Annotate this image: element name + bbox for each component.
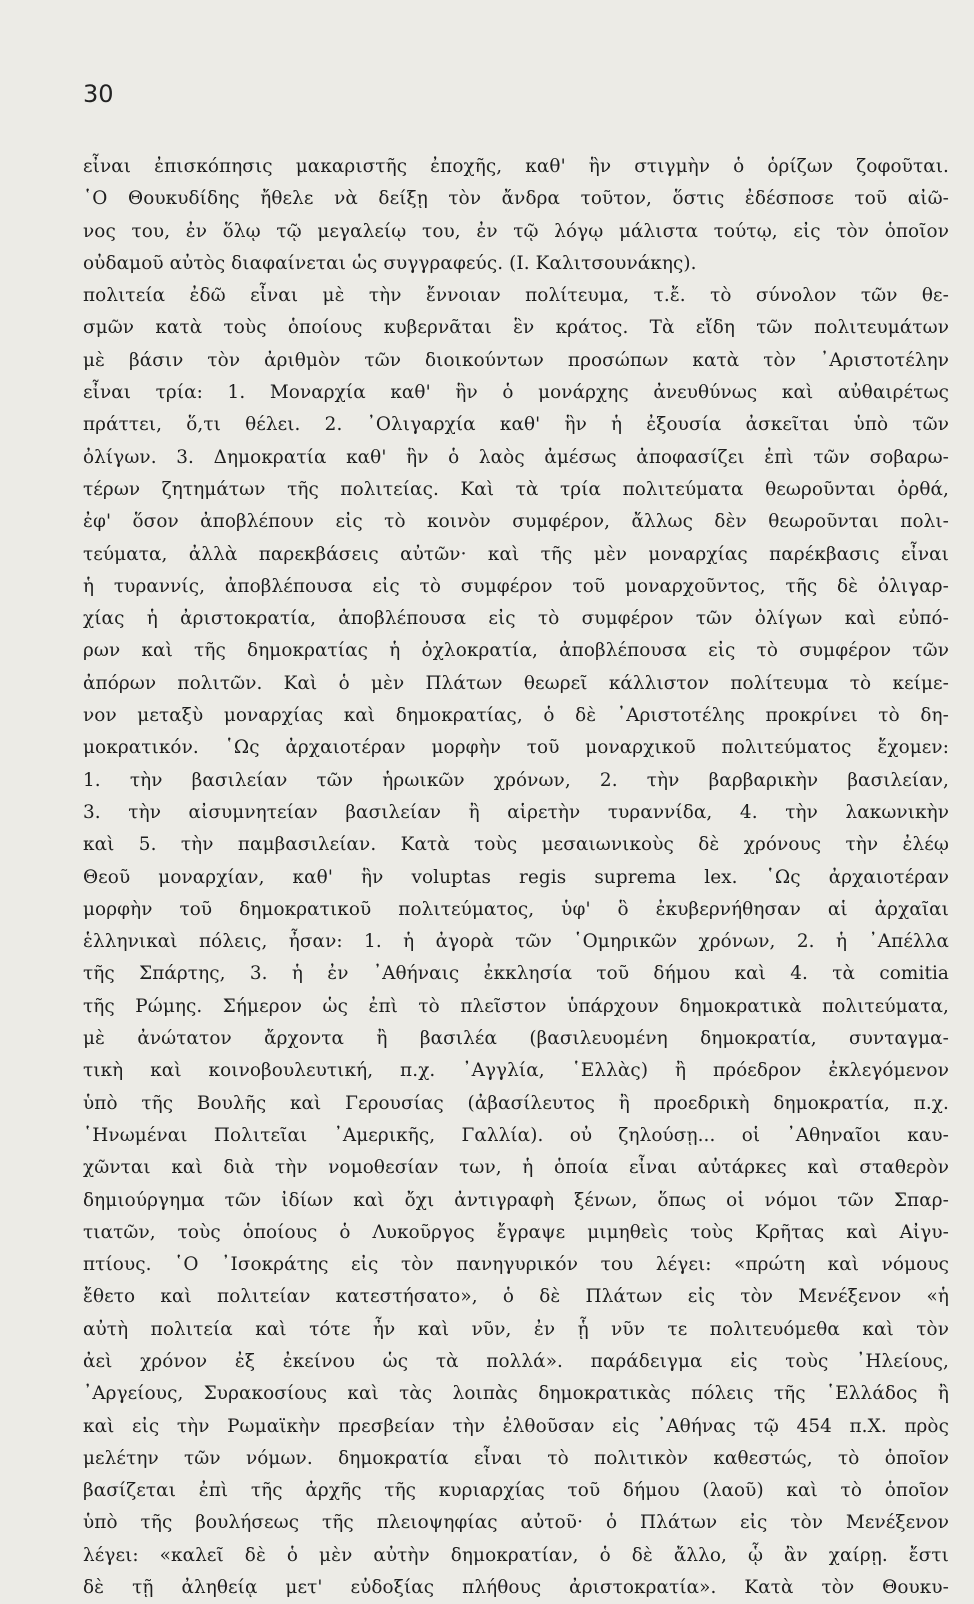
text-line-41: μελέτην τῶν νόμων. δημοκρατία εἶναι τὸ πολιτικὸν καθεστώς, τὸ ὁποῖον	[83, 1447, 949, 1469]
text-line-23: Θεοῦ μοναρχίαν, καθ' ἣν voluptas regis suprema lex. ῾Ως ἀρχαιοτέραν	[83, 866, 949, 888]
text-line-17: ἀπόρων πολιτῶν. Καὶ ὁ μὲν Πλάτων θεωρεῖ κάλλιστον πολίτευμα τὸ κείμε-	[83, 672, 949, 694]
text-line-34: τιατῶν, τοὺς ὁποίους ὁ Λυκοῦργος ἔγραψε μιμηθεὶς τοὺς Κρῆτας καὶ Αἰγυ-	[83, 1221, 949, 1243]
text-line-45: δὲ τῇ ἀληθείᾳ μετ' εὐδοξίας πλήθους ἀριστοκρατία». Κατὰ τὸν Θουκυ-	[83, 1577, 949, 1599]
page-number: 30	[83, 80, 114, 108]
text-line-36: ἔθετο καὶ πολιτείαν κατεστήσατο», ὁ δὲ Πλάτων εἰς τὸν Μενέξενον «ἡ	[83, 1286, 949, 1308]
text-line-7: μὲ βάσιν τὸν ἀριθμὸν τῶν διοικούντων προσώπων κατὰ τὸν ᾿Αριστοτέλην	[83, 349, 949, 371]
text-line-25: ἑλληνικαὶ πόλεις, ἦσαν: 1. ἡ ἀγορὰ τῶν ῾Ομηρικῶν χρόνων, 2. ἡ ᾿Απέλλα	[83, 931, 949, 953]
text-line-3: νος του, ἐν ὅλῳ τῷ μεγαλείῳ του, ἐν τῷ λόγῳ μάλιστα τούτῳ, εἰς τὸν ὁποῖον	[83, 220, 949, 242]
body-text	[83, 151, 949, 1604]
text-line-20: 1. τὴν βασιλείαν τῶν ἡρωικῶν χρόνων, 2. τὴν βαρβαρικὴν βασιλείαν,	[83, 769, 949, 791]
text-line-30: ὑπὸ τῆς Βουλῆς καὶ Γερουσίας (ἀβασίλευτος ἢ προεδρικὴ δημοκρατία, π.χ.	[83, 1092, 949, 1114]
text-line-10: ὀλίγων. 3. Δημοκρατία καθ' ἣν ὁ λαὸς ἀμέσως ἀποφασίζει ἐπὶ τῶν σοβαρω-	[83, 446, 949, 468]
text-line-18: νον μεταξὺ μοναρχίας καὶ δημοκρατίας, ὁ δὲ ᾿Αριστοτέλης προκρίνει τὸ δη-	[83, 705, 949, 727]
text-line-6: σμῶν κατὰ τοὺς ὁποίους κυβερνᾶται ἓν κράτος. Τὰ εἴδη τῶν πολιτευμάτων	[83, 317, 949, 339]
text-line-43: ὑπὸ τῆς βουλήσεως τῆς πλειοψηφίας αὐτοῦ· ὁ Πλάτων εἰς τὸν Μενέξενον	[83, 1512, 949, 1534]
text-line-33: δημιούργημα τῶν ἰδίων καὶ ὄχι ἀντιγραφὴ ξένων, ὅπως οἱ νόμοι τῶν Σπαρ-	[83, 1189, 949, 1211]
text-line-26: τῆς Σπάρτης, 3. ἡ ἐν ᾿Αθήναις ἐκκλησία τοῦ δήμου καὶ 4. τὰ comitia	[83, 963, 949, 985]
text-line-32: χῶνται καὶ διὰ τὴν νομοθεσίαν των, ἡ ὁποία εἶναι αὐτάρκες καὶ σταθερὸν	[83, 1157, 949, 1179]
text-line-13: τεύματα, ἀλλὰ παρεκβάσεις αὐτῶν· καὶ τῆς μὲν μοναρχίας παρέκβασις εἶναι	[83, 543, 949, 565]
text-line-31: ῾Ηνωμέναι Πολιτεῖαι ᾿Αμερικῆς, Γαλλία). οὐ ζηλούσῃ... οἱ ᾿Αθηναῖοι καυ-	[83, 1124, 949, 1146]
text-line-22: καὶ 5. τὴν παμβασιλείαν. Κατὰ τοὺς μεσαιωνικοὺς δὲ χρόνους τὴν ἐλέῳ	[83, 834, 949, 856]
text-line-11: τέρων ζητημάτων τῆς πολιτείας. Καὶ τὰ τρία πολιτεύματα θεωροῦνται ὀρθά,	[83, 478, 949, 500]
text-line-14: ἡ τυραννίς, ἀποβλέπουσα εἰς τὸ συμφέρον τοῦ μοναρχοῦντος, τῆς δὲ ὀλιγαρ-	[83, 575, 949, 597]
text-line-9: πράττει, ὅ,τι θέλει. 2. ᾿Ολιγαρχία καθ' ἣν ἡ ἐξουσία ἀσκεῖται ὑπὸ τῶν	[83, 414, 949, 436]
text-line-16: ρων καὶ τῆς δημοκρατίας ἡ ὀχλοκρατία, ἀποβλέπουσα εἰς τὸ συμφέρον τῶν	[83, 640, 949, 662]
text-line-28: μὲ ἀνώτατον ἄρχοντα ἢ βασιλέα (βασιλευομένη δημοκρατία, συνταγμα-	[83, 1028, 949, 1050]
text-line-27: τῆς Ρώμης. Σήμερον ὡς ἐπὶ τὸ πλεῖστον ὑπάρχουν δημοκρατικὰ πολιτεύματα,	[83, 995, 949, 1017]
text-line-8: εἶναι τρία: 1. Μοναρχία καθ' ἣν ὁ μονάρχης ἀνευθύνως καὶ αὐθαιρέτως	[83, 382, 949, 404]
text-line-15: χίας ἡ ἀριστοκρατία, ἀποβλέπουσα εἰς τὸ συμφέρον τῶν ὀλίγων καὶ εὐπό-	[83, 608, 949, 630]
text-line-1: εἶναι ἐπισκόπησις μακαριστῆς ἐποχῆς, καθ' ἣν στιγμὴν ὁ ὁρίζων ζοφοῦται.	[83, 156, 949, 177]
text-line-35: πτίους. ῾Ο ᾿Ισοκράτης εἰς τὸν πανηγυρικόν του λέγει: «πρώτη καὶ νόμους	[83, 1254, 949, 1276]
text-line-42: βασίζεται ἐπὶ τῆς ἀρχῆς τῆς κυριαρχίας τοῦ δήμου (λαοῦ) καὶ τὸ ὁποῖον	[83, 1480, 949, 1502]
text-line-38: ἀεὶ χρόνον ἐξ ἐκείνου ὡς τὰ πολλά». παράδειγμα εἰς τοὺς ᾿Ηλείους,	[83, 1350, 949, 1372]
text-line-12: ἐφ' ὅσον ἀποβλέπουν εἰς τὸ κοινὸν συμφέρον, ἄλλως δὲν θεωροῦνται πολι-	[83, 511, 949, 533]
text-line-21: 3. τὴν αἰσυμνητείαν βασιλείαν ἢ αἱρετὴν τυραννίδα, 4. τὴν λακωνικὴν	[83, 801, 949, 823]
text-line-37: αὐτὴ πολιτεία καὶ τότε ἦν καὶ νῦν, ἐν ᾗ νῦν τε πολιτευόμεθα καὶ τὸν	[83, 1318, 949, 1340]
text-line-24: μορφὴν τοῦ δημοκρατικοῦ πολιτεύματος, ὑφ' ὃ ἐκυβερνήθησαν αἱ ἀρχαῖαι	[83, 898, 949, 920]
text-line-29: τικὴ καὶ κοινοβουλευτική, π.χ. ᾿Αγγλία, ῾Ελλὰς) ἢ πρόεδρον ἐκλεγόμενον	[83, 1060, 949, 1082]
text-line-2: ῾Ο Θουκυδίδης ἤθελε νὰ δείξῃ τὸν ἄνδρα τοῦτον, ὅστις ἐδέσποσε τοῦ αἰῶ-	[83, 188, 949, 210]
text-line-40: καὶ εἰς τὴν Ρωμαϊκὴν πρεσβείαν τὴν ἐλθοῦσαν εἰς ᾿Αθήνας τῷ 454 π.Χ. πρὸς	[83, 1415, 949, 1437]
text-line-19: μοκρατικόν. ῾Ως ἀρχαιοτέραν μορφὴν τοῦ μοναρχικοῦ πολιτεύματος ἔχομεν:	[83, 737, 949, 759]
text-line-5: πολιτεία ἐδῶ εἶναι μὲ τὴν ἔννοιαν πολίτευμα, τ.ἔ. τὸ σύνολον τῶν θε-	[83, 285, 949, 307]
text-line-39: ᾿Αργείους, Συρακοσίους καὶ τὰς λοιπὰς δημοκρατικὰς πόλεις τῆς ῾Ελλάδος ἢ	[83, 1383, 949, 1405]
text-line-44: λέγει: «καλεῖ δὲ ὁ μὲν αὐτὴν δημοκρατίαν, ὁ δὲ ἄλλο, ᾧ ἂν χαίρῃ. ἔστι	[83, 1544, 949, 1566]
text-line-4: οὐδαμοῦ αὐτὸς διαφαίνεται ὡς συγγραφεύς. (Ι. Καλιτσουνάκης).	[83, 252, 697, 274]
